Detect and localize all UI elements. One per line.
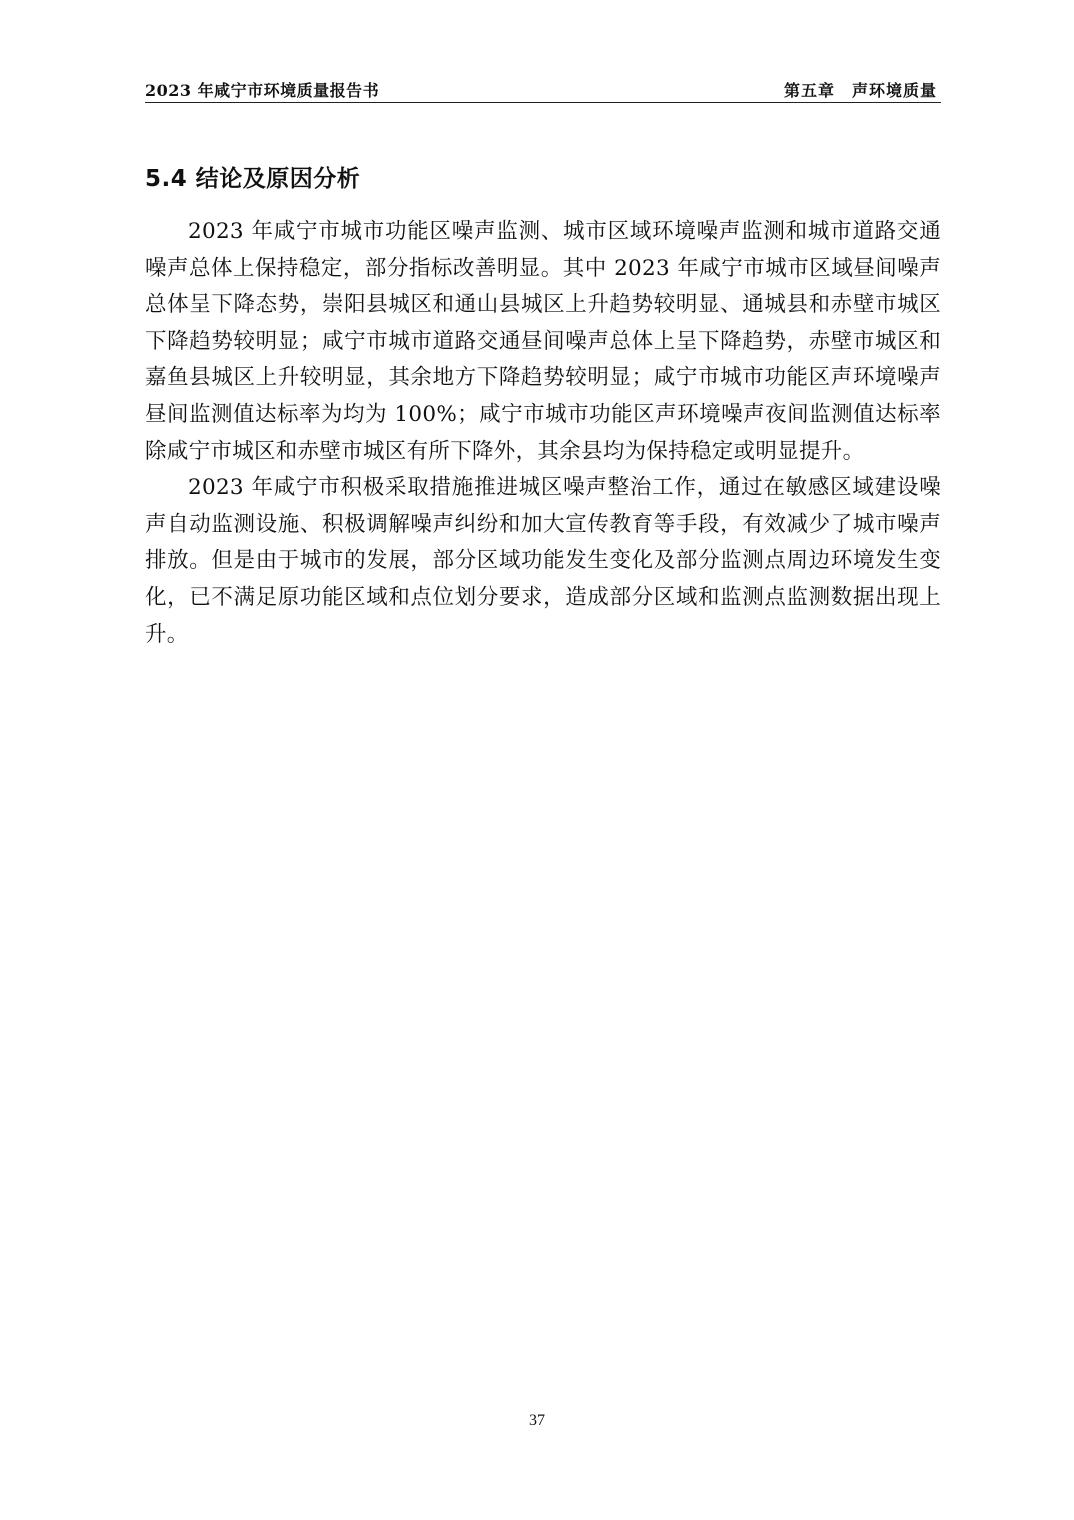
section-heading: 5.4 结论及原因分析 bbox=[145, 166, 361, 192]
chapter-title: 第五章 声环境质量 bbox=[783, 81, 937, 100]
report-title: 2023 年咸宁市环境质量报告书 bbox=[145, 81, 380, 100]
paragraph-1: 2023 年咸宁市城市功能区噪声监测、城市区域环境噪声监测和城市道路交通噪声总体上保持稳定，部分指标改善明显。其中 2023 年咸宁市城市区域昼间噪声总体呈下降态势，崇阳县城区和通山县城区上升趋势较明显、通城县和赤壁市城区下降趋势较明显；咸宁市城市道路交通昼间噪声总体上呈下降趋势，赤壁市城区和嘉鱼县城区上升较明显，其余地方下降趋势较明显；咸宁市城市功能区声环境噪声昼间监测值达标率为均为 100%；咸宁市城市功能区声环境噪声夜间监测值达标率除咸宁市城区和赤壁市城区有所下降外，其余县均为保持稳定或明显提升。 bbox=[145, 219, 941, 464]
paragraph-2: 2023 年咸宁市积极采取措施推进城区噪声整治工作，通过在敏感区域建设噪声自动监测设施、积极调解噪声纠纷和加大宣传教育等手段，有效减少了城市噪声排放。但是由于城市的发展，部分区域功能发生变化及部分监测点周边环境发生变化，已不满足原功能区域和点位划分要求，造成部分区域和监测点监测数据出现上升。 bbox=[145, 475, 941, 647]
body-text bbox=[145, 214, 941, 653]
page-number: 37 bbox=[529, 1412, 545, 1429]
running-header bbox=[145, 76, 941, 103]
